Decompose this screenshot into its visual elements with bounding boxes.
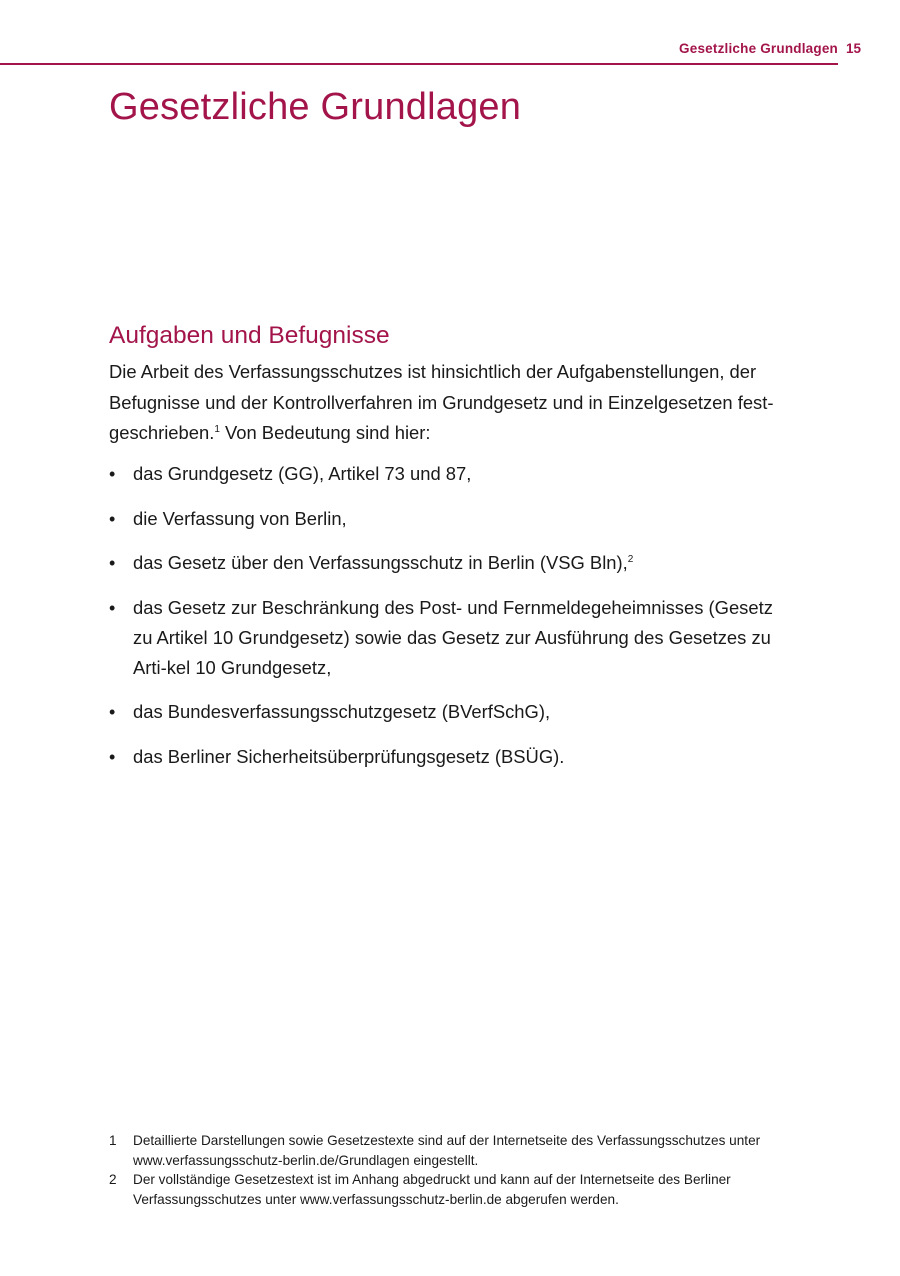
header-rule [0,63,838,65]
bullet-icon: • [109,746,116,767]
bullet-icon: • [109,464,116,484]
list-item-text: das Gesetz über den Verfassungsschutz in Berlin (VSG Bln), [133,552,628,573]
list-item-text: das Berliner Sicherheitsüberprüfungsgesetz (BSÜG). [133,745,565,767]
footnotes [109,1131,789,1209]
list-item-bverfschg [109,697,789,727]
running-head-title: Gesetzliche Grundlagen [679,41,838,56]
bullet-icon: • [109,597,116,618]
footnote-text: Der vollständige Gesetzestext ist im Anhang abgedruckt und kann auf der Internetseite des Berliner Verfassungsschutzes unter www.verfassungsschutz-berlin.de abgerufen werden. [133,1172,731,1207]
list-item-verfassung-berlin [109,504,789,534]
list-item-grundgesetz [109,459,789,489]
list-item-vsg-bln [109,548,789,578]
bullet-icon: • [109,702,116,722]
list-item-text: das Gesetz zur Beschränkung des Post- und Fernmeldegeheimnisses (Gesetz zu Artikel 10 Grundgesetz) sowie das Gesetz zur Ausführung des Gesetzes zu Arti-kel 10 Grundgesetz, [133,596,773,678]
list-item-text: das Bundesverfassungsschutzgesetz (BVerfSchG), [133,701,551,722]
list-item-g10-gesetz [109,593,789,683]
footnote-ref-2[interactable]: 2 [627,554,634,565]
intro-text-continued: Von Bedeutung sind hier: [219,422,431,443]
section-title: Aufgaben und Befugnisse [109,322,390,349]
list-item-text: die Verfassung von Berlin, [133,507,347,529]
bullet-icon: • [109,508,116,529]
footnote-text: Detaillierte Darstellungen sowie Gesetzestexte sind auf der Internetseite des Verfassungsschutzes unter www.verfassungsschutz-berlin.de/Grundlagen eingestellt. [133,1133,761,1168]
intro-text: Die Arbeit des Verfassungsschutzes ist hinsichtlich der Aufgabenstellungen, der Befugnisse und der Kontrollverfahren im Grundgesetz und in Einzelgesetzen fest-geschrieben. [109,361,774,443]
bullet-icon: • [109,553,116,573]
list-item-bsueg [109,742,789,772]
intro-paragraph [109,357,781,449]
footnote-number: 1 [109,1133,117,1148]
footnote-ref-1[interactable]: 1 [214,424,220,435]
footnote-1 [109,1131,789,1170]
footnote-number: 2 [109,1172,117,1187]
list-item-text: das Grundgesetz (GG), Artikel 73 und 87, [133,463,472,484]
chapter-title: Gesetzliche Grundlagen [109,86,522,128]
law-list [109,459,789,786]
footnote-2 [109,1170,789,1209]
page-number: 15 [846,41,862,56]
